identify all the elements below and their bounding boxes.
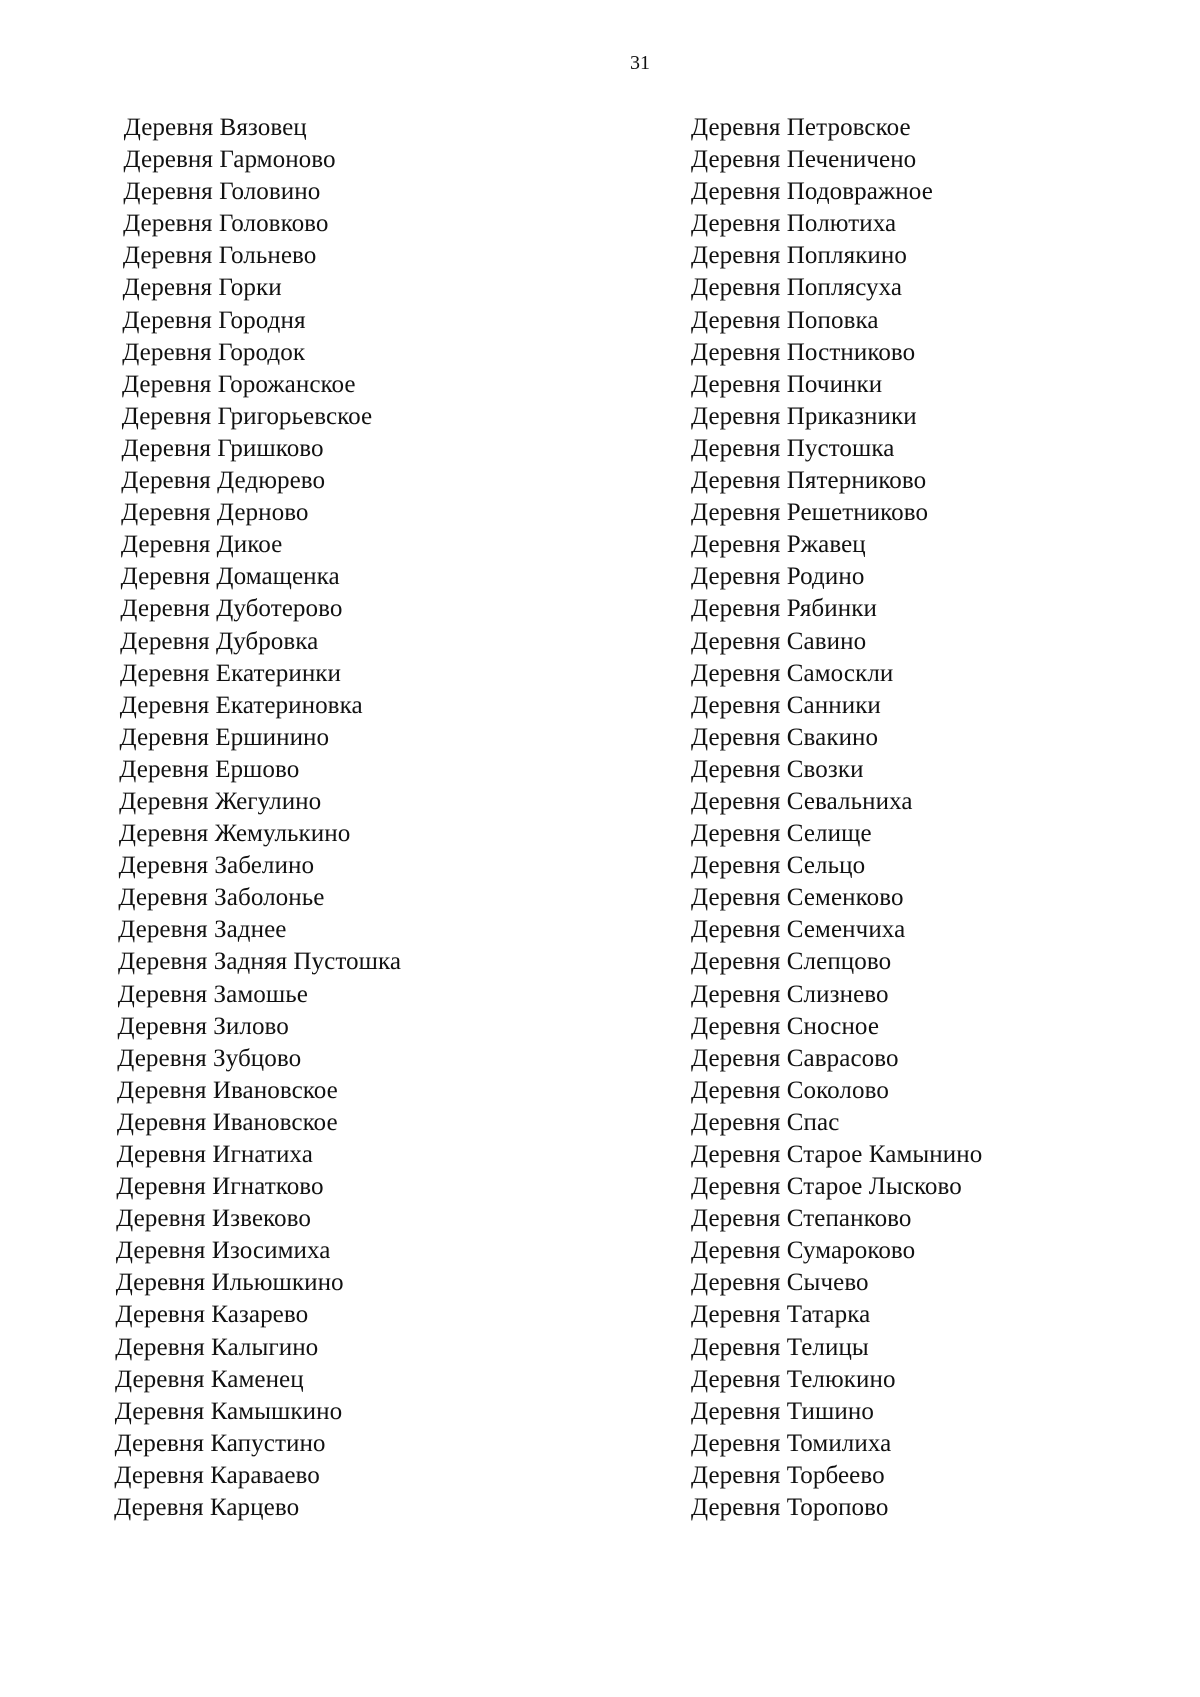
list-item: Деревня Сельцо: [691, 852, 866, 880]
list-item: Деревня Слепцово: [691, 948, 892, 976]
list-item: Деревня Торбеево: [691, 1461, 885, 1489]
list-item: Деревня Поповка: [691, 306, 879, 334]
list-item: Деревня Полютиха: [691, 210, 897, 238]
list-item: Деревня Сычево: [691, 1269, 869, 1297]
list-item: Деревня Екатеринки: [119, 659, 342, 687]
list-item: Деревня Тишино: [691, 1397, 874, 1425]
list-item: Деревня Калыгино: [115, 1333, 319, 1361]
list-item: Деревня Родино: [691, 563, 865, 591]
list-item: Деревня Самоскли: [691, 659, 894, 687]
list-item: Деревня Григорьевское: [121, 402, 373, 430]
list-item: Деревня Каменец: [114, 1365, 304, 1393]
list-item: Деревня Задняя Пустошка: [117, 948, 402, 976]
list-item: Деревня Ивановское: [116, 1108, 338, 1136]
list-item: Деревня Извеково: [116, 1205, 312, 1233]
list-item: Деревня Печеничено: [691, 146, 917, 174]
list-item: Деревня Капустино: [114, 1429, 326, 1457]
list-item: Деревня Городок: [122, 338, 306, 366]
list-item: Деревня Сносное: [691, 1012, 880, 1040]
list-item: Деревня Сумароково: [691, 1237, 916, 1265]
left-column-list: [114, 112, 407, 1524]
list-item: Деревня Свакино: [691, 723, 879, 751]
list-item: Деревня Старое Камынино: [691, 1141, 983, 1168]
list-item: Деревня Слизнево: [691, 980, 889, 1008]
page-number: 31: [630, 52, 650, 74]
list-item: Деревня Поплясуха: [691, 274, 903, 302]
list-item: Деревня Ершинино: [119, 723, 330, 751]
list-item: Деревня Головково: [123, 210, 329, 238]
list-item: Деревня Санники: [691, 691, 881, 719]
list-item: Деревня Савино: [691, 627, 867, 655]
list-item: Деревня Спас: [691, 1108, 840, 1136]
list-item: Деревня Замошье: [117, 980, 309, 1008]
list-item: Деревня Петровское: [691, 114, 911, 141]
list-item: Деревня Городня: [122, 306, 306, 334]
list-item: Деревня Ильюшкино: [115, 1269, 344, 1297]
list-item: Деревня Степанково: [691, 1205, 912, 1233]
list-item: Деревня Ржавец: [691, 531, 866, 559]
list-item: Деревня Семенчиха: [691, 916, 906, 944]
list-item: Деревня Заднее: [118, 916, 287, 944]
list-item: Деревня Саврасово: [691, 1044, 899, 1072]
list-item: Деревня Пустошка: [691, 434, 895, 462]
list-item: Деревня Свозки: [691, 755, 864, 783]
list-item: Деревня Головино: [123, 178, 321, 206]
list-item: Деревня Жемулькино: [118, 820, 351, 848]
list-item: Деревня Решетниково: [691, 499, 929, 527]
list-item: Деревня Казарево: [115, 1301, 309, 1329]
list-item: Деревня Рябинки: [691, 595, 877, 623]
list-item: Деревня Торопово: [691, 1494, 889, 1522]
list-item: Деревня Старое Лысково: [691, 1173, 962, 1201]
list-item: Деревня Дубровка: [120, 627, 319, 655]
list-item: Деревня Заболонье: [118, 884, 325, 912]
list-item: Деревня Селище: [691, 820, 872, 848]
list-item: Деревня Домащенка: [120, 563, 340, 591]
list-item: Деревня Екатериновка: [119, 691, 363, 719]
list-item: Деревня Дерново: [121, 499, 309, 527]
list-item: Деревня Соколово: [691, 1076, 889, 1104]
list-item: Деревня Татарка: [691, 1301, 871, 1329]
list-item: Деревня Гольнево: [122, 242, 317, 270]
list-item: Деревня Гармоново: [123, 146, 336, 174]
list-item: Деревня Зубцово: [117, 1044, 302, 1072]
list-item: Деревня Вязовец: [123, 114, 307, 141]
right-column-list: [691, 112, 982, 1524]
list-item: Деревня Караваево: [114, 1461, 321, 1489]
list-item: Деревня Семенково: [691, 884, 904, 912]
list-item: Деревня Забелино: [118, 852, 315, 880]
list-item: Деревня Дедюрево: [121, 467, 326, 495]
list-item: Деревня Починки: [691, 370, 883, 398]
list-item: Деревня Карцево: [114, 1494, 300, 1522]
list-item: Деревня Приказники: [691, 402, 917, 430]
list-item: Деревня Игнатково: [116, 1173, 324, 1201]
list-item: Деревня Томилиха: [691, 1429, 892, 1457]
list-item: Деревня Горожанское: [121, 370, 356, 398]
list-item: Деревня Гришково: [121, 434, 324, 462]
list-item: Деревня Зилово: [117, 1012, 290, 1040]
list-item: Деревня Изосимиха: [115, 1237, 331, 1265]
list-item: Деревня Дикое: [120, 531, 283, 559]
list-item: Деревня Телицы: [691, 1333, 869, 1361]
list-item: Деревня Игнатиха: [116, 1141, 314, 1168]
list-item: Деревня Постниково: [691, 338, 916, 366]
list-item: Деревня Телюкино: [691, 1365, 896, 1393]
list-item: Деревня Дуботерово: [120, 595, 343, 623]
list-item: Деревня Севальниха: [691, 787, 913, 815]
list-item: Деревня Жегулино: [119, 787, 322, 815]
list-item: Деревня Подовражное: [691, 178, 933, 206]
list-item: Деревня Горки: [122, 274, 282, 302]
list-item: Деревня Ивановское: [117, 1076, 339, 1104]
list-item: Деревня Поплякино: [691, 242, 907, 270]
list-item: Деревня Ершово: [119, 755, 300, 783]
list-item: Деревня Камышкино: [114, 1397, 343, 1425]
list-item: Деревня Пятерниково: [691, 467, 927, 495]
